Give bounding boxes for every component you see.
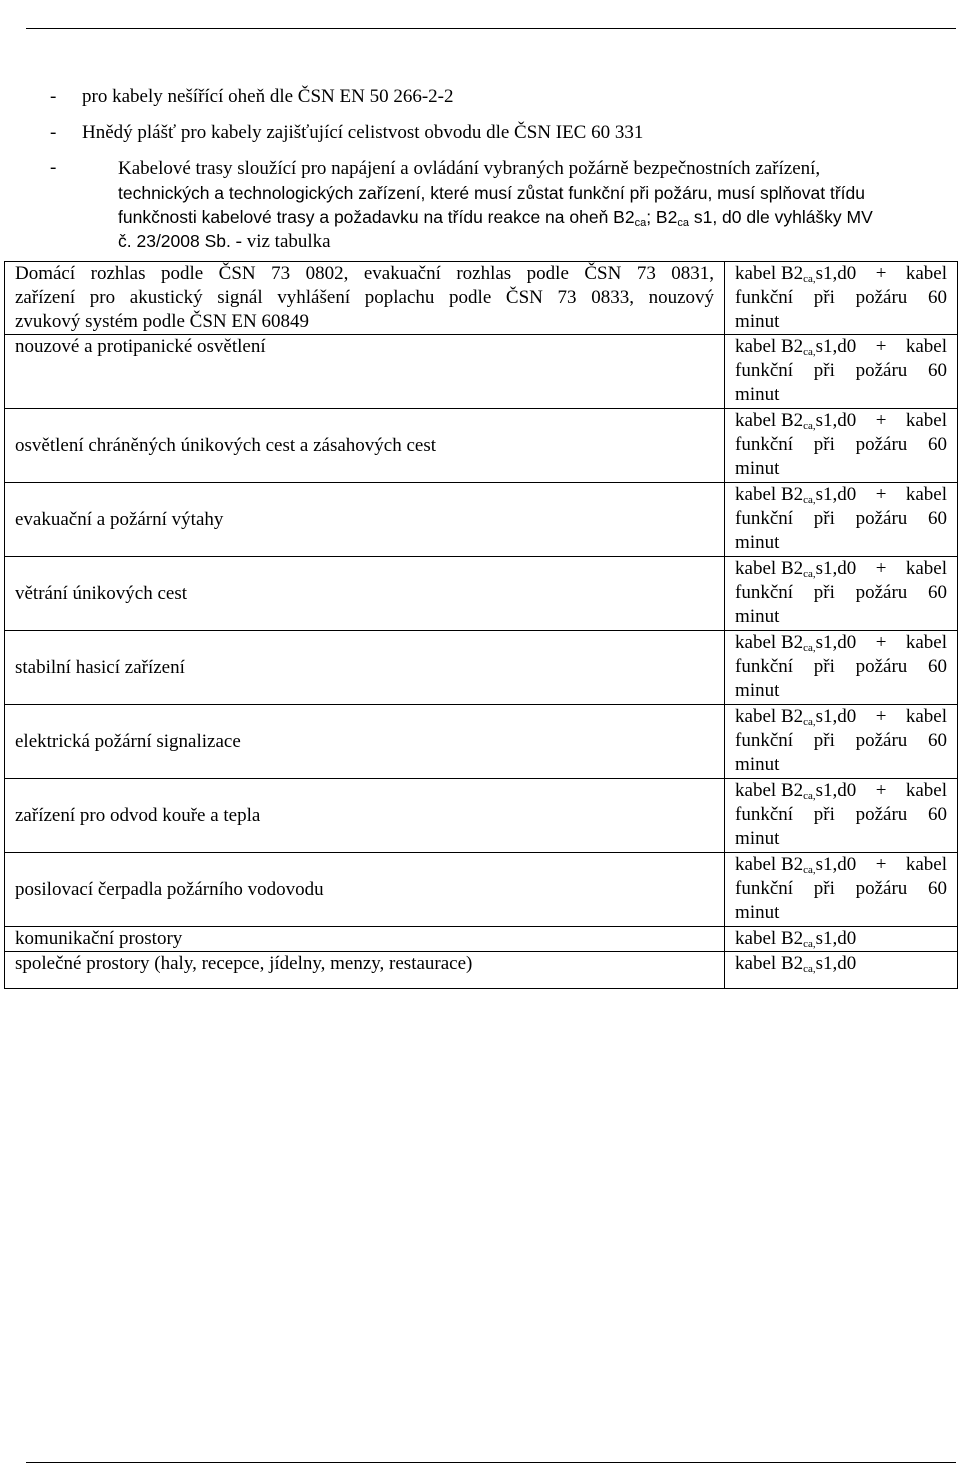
device-cell [5, 853, 725, 927]
device-cell [5, 779, 725, 853]
device-cell [5, 409, 725, 483]
table-row [5, 262, 958, 335]
bullet-text-paragraph [118, 157, 948, 253]
cable-cell [725, 927, 958, 952]
cable-line: kabel $B2_{ca,}s1,d0$ + kabel [735, 780, 947, 802]
cable-cell [725, 483, 958, 557]
device-text: stabilní hasicí zařízení [15, 656, 185, 678]
device-text: nouzové a protipanické osvětlení [15, 336, 266, 357]
cable-line: funkční při požáru 60 [735, 804, 947, 825]
cable-line: funkční při požáru 60 [735, 360, 947, 381]
cable-line: kabel $B2_{ca,}s1,d0$ + kabel [735, 336, 947, 358]
cable-cell [725, 557, 958, 631]
table-row [5, 483, 958, 557]
table-row [5, 335, 958, 409]
paragraph-line: Kabelové trasy sloužící pro napájení a ovládání vybraných požárně bezpečnostních zařízení, [118, 158, 821, 179]
device-cell [5, 557, 725, 631]
cable-line: kabel $B2_{ca,}s1,d0$ [735, 928, 857, 950]
cable-line: funkční při požáru 60 [735, 508, 947, 529]
table-row [5, 853, 958, 927]
cable-line: kabel $B2_{ca,}s1,d0$ + kabel [735, 410, 947, 432]
cable-line: minut [735, 606, 780, 627]
cable-line: minut [735, 311, 780, 332]
cable-line: funkční při požáru 60 [735, 656, 947, 677]
device-cell [5, 483, 725, 557]
device-text: zařízení pro odvod kouře a tepla [15, 804, 261, 826]
table-row [5, 557, 958, 631]
paragraph-line: funkčnosti kabelové trasy a požadavku na třídu reakce na oheň $B2_{ca}$; $B2_{ca}$ s1, d0 dle vyhlášky MV [118, 207, 873, 229]
cable-cell [725, 705, 958, 779]
bullet-dash: - [50, 86, 57, 107]
cable-line: kabel $B2_{ca,}s1,d0$ + kabel [735, 706, 947, 728]
device-text: osvětlení chráněných únikových cest a zásahových cest [15, 434, 437, 456]
table-row [5, 952, 958, 989]
cable-line: minut [735, 384, 780, 405]
table-row [5, 631, 958, 705]
table-row [5, 409, 958, 483]
cable-cell [725, 779, 958, 853]
device-cell [5, 952, 725, 989]
cable-cell [725, 262, 958, 335]
device-text: posilovací čerpadla požárního vodovodu [15, 878, 324, 900]
device-text: větrání únikových cest [15, 582, 188, 604]
table-row [5, 779, 958, 853]
bottom-rule [26, 1462, 956, 1463]
cable-line: minut [735, 902, 780, 923]
cable-line: minut [735, 828, 780, 849]
cable-line: kabel $B2_{ca,}s1,d0$ + kabel [735, 263, 947, 285]
cable-line: minut [735, 532, 780, 553]
cable-line: kabel $B2_{ca,}s1,d0$ + kabel [735, 632, 947, 654]
device-text-line: Domácí rozhlas podle ČSN 73 0802, evakuační rozhlas podle ČSN 73 0831, [15, 263, 715, 284]
device-cell [5, 705, 725, 779]
cable-line: funkční při požáru 60 [735, 434, 947, 455]
bullet-text: Hnědý plášť pro kabely zajišťující celistvost obvodu dle ČSN IEC 60 331 [82, 122, 644, 143]
cable-line: minut [735, 680, 780, 701]
device-cell [5, 927, 725, 952]
device-text: společné prostory (haly, recepce, jídelny, menzy, restaurace) [15, 953, 473, 974]
bullet-text: pro kabely nešířící oheň dle ČSN EN 50 266-2-2 [82, 86, 454, 107]
table-row [5, 705, 958, 779]
bullet-dash: - [50, 122, 57, 143]
cable-cell [725, 335, 958, 409]
device-text-line: zařízení pro akustický signál vyhlášení poplachu podle ČSN 73 0833, nouzový [15, 287, 715, 308]
cable-cell [725, 631, 958, 705]
paragraph-line: č. 23/2008 Sb. - viz tabulka [118, 231, 331, 252]
cable-line: funkční při požáru 60 [735, 582, 947, 603]
device-text: komunikační prostory [15, 928, 183, 949]
cable-line: minut [735, 458, 780, 479]
cable-line: funkční při požáru 60 [735, 878, 947, 899]
device-cell [5, 335, 725, 409]
cable-cell [725, 409, 958, 483]
paragraph-line: technických a technologických zařízení, které musí zůstat funkční při požáru, musí splňovat třídu [118, 183, 866, 203]
cable-line: funkční při požáru 60 [735, 287, 947, 308]
device-cell [5, 631, 725, 705]
cable-cell [725, 952, 958, 989]
table-row [5, 927, 958, 952]
cable-line: kabel $B2_{ca,}s1,d0$ + kabel [735, 558, 947, 580]
cable-line: kabel $B2_{ca,}s1,d0$ + kabel [735, 484, 947, 506]
device-text-line: zvukový systém podle ČSN EN 60849 [15, 311, 309, 332]
cable-line: kabel $B2_{ca,}s1,d0$ [735, 953, 857, 975]
cable-requirements-table [4, 261, 958, 989]
top-rule [26, 28, 956, 29]
bullet-dash: - [50, 157, 57, 178]
cable-cell [725, 853, 958, 927]
cable-line: minut [735, 754, 780, 775]
cable-line: kabel $B2_{ca,}s1,d0$ + kabel [735, 854, 947, 876]
device-text: evakuační a požární výtahy [15, 508, 224, 530]
device-text: elektrická požární signalizace [15, 730, 241, 752]
cable-line: funkční při požáru 60 [735, 730, 947, 751]
device-cell [5, 262, 725, 335]
